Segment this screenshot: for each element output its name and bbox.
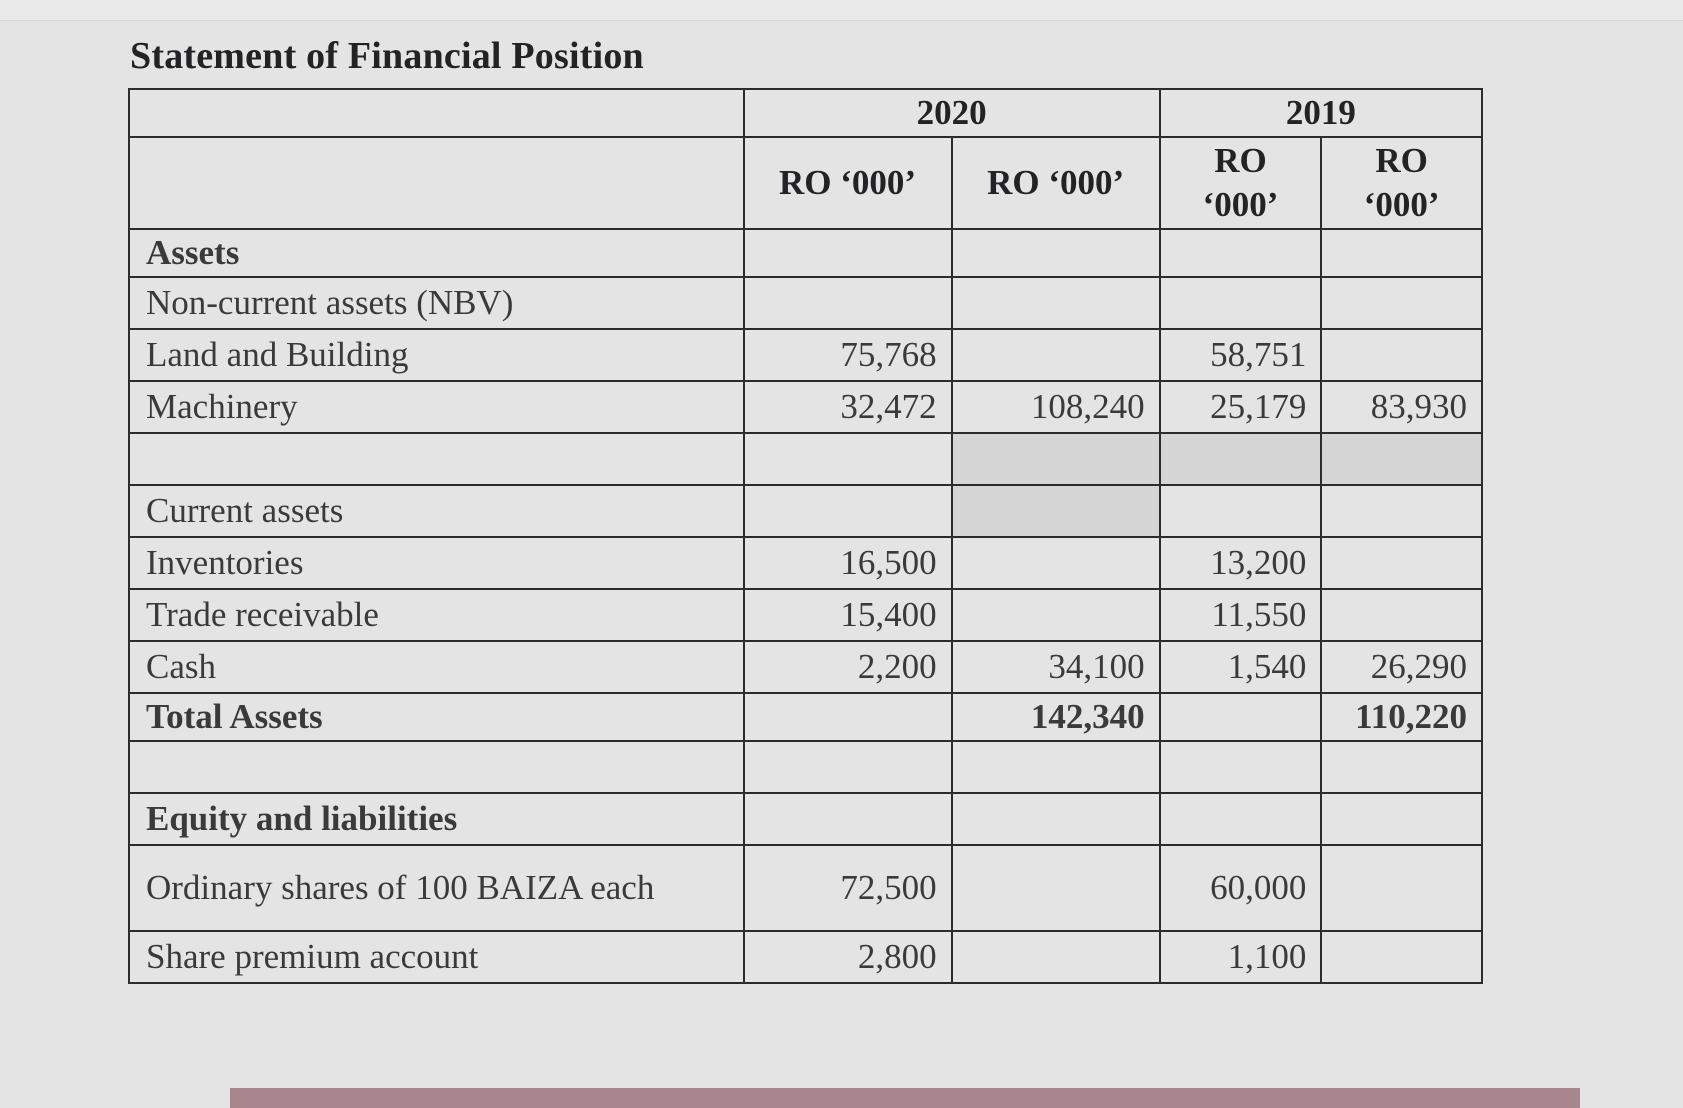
amount-cell [1321,229,1482,277]
unit-header-2019-b: RO ‘000’ [1321,137,1482,229]
amount-cell [744,229,952,277]
amount-cell [952,741,1160,793]
amount-cell [1160,741,1322,793]
amount-cell: 26,290 [1321,641,1482,693]
amount-cell [952,485,1160,537]
amount-cell: 1,100 [1160,931,1322,983]
amount-cell [1160,793,1322,845]
header-blank-cell [129,89,744,137]
amount-cell: 16,500 [744,537,952,589]
row-label: Machinery [129,381,744,433]
table-row [129,931,1482,983]
amount-cell [1160,229,1322,277]
table-row [129,485,1482,537]
unit-header-2020-b: RO ‘000’ [952,137,1160,229]
amount-cell [1321,329,1482,381]
amount-cell: 75,768 [744,329,952,381]
amount-cell: 1,540 [1160,641,1322,693]
amount-cell: 108,240 [952,381,1160,433]
row-label: Equity and liabilities [129,793,744,845]
amount-cell [1321,741,1482,793]
table-row [129,329,1482,381]
amount-cell [952,277,1160,329]
amount-cell [744,277,952,329]
amount-cell [744,433,952,485]
amount-cell: 13,200 [1160,537,1322,589]
row-label [129,433,744,485]
table-row [129,589,1482,641]
unit-header-2019-a: RO ‘000’ [1160,137,1322,229]
amount-cell [1321,931,1482,983]
amount-cell: 83,930 [1321,381,1482,433]
amount-cell: 60,000 [1160,845,1322,931]
amount-cell [1160,277,1322,329]
table-row [129,277,1482,329]
unit-header-2020-a: RO ‘000’ [744,137,952,229]
statement-rows [129,229,1482,983]
row-label: Total Assets [129,693,744,741]
header-blank-cell [129,137,744,229]
row-label: Inventories [129,537,744,589]
amount-cell [1160,693,1322,741]
amount-cell [1321,485,1482,537]
amount-cell: 72,500 [744,845,952,931]
statement-title: Statement of Financial Position [130,35,644,77]
row-label: Current assets [129,485,744,537]
table-row [129,229,1482,277]
amount-cell [1321,589,1482,641]
row-label: Land and Building [129,329,744,381]
amount-cell [1160,485,1322,537]
row-label: Cash [129,641,744,693]
table-row [129,793,1482,845]
amount-cell [952,931,1160,983]
row-label [129,741,744,793]
amount-cell [1160,433,1322,485]
table-row [129,381,1482,433]
table-row [129,845,1482,931]
page-bottom-bar [230,1088,1580,1108]
background-edge [0,0,1683,21]
year-2020-header: 2020 [744,89,1160,137]
amount-cell: 58,751 [1160,329,1322,381]
amount-cell [952,793,1160,845]
unit-header-row [129,137,1482,229]
amount-cell: 142,340 [952,693,1160,741]
table-row [129,693,1482,741]
table-row [129,433,1482,485]
year-header-row [129,89,1482,137]
table-row [129,641,1482,693]
row-label: Share premium account [129,931,744,983]
row-label: Assets [129,229,744,277]
amount-cell [1321,277,1482,329]
amount-cell [952,329,1160,381]
row-label: Ordinary shares of 100 BAIZA each [129,845,744,931]
amount-cell [952,537,1160,589]
row-label: Trade receivable [129,589,744,641]
amount-cell [1321,793,1482,845]
table-row [129,741,1482,793]
amount-cell: 32,472 [744,381,952,433]
amount-cell [744,741,952,793]
amount-cell [744,485,952,537]
statement-sheet [110,28,1530,1080]
amount-cell: 2,800 [744,931,952,983]
row-label: Non-current assets (NBV) [129,277,744,329]
amount-cell: 110,220 [1321,693,1482,741]
amount-cell [952,845,1160,931]
amount-cell [1321,537,1482,589]
amount-cell [1321,433,1482,485]
amount-cell: 11,550 [1160,589,1322,641]
amount-cell [744,693,952,741]
amount-cell [744,793,952,845]
amount-cell: 15,400 [744,589,952,641]
amount-cell: 34,100 [952,641,1160,693]
amount-cell [952,229,1160,277]
amount-cell: 2,200 [744,641,952,693]
amount-cell [952,433,1160,485]
amount-cell [952,589,1160,641]
amount-cell: 25,179 [1160,381,1322,433]
amount-cell [1321,845,1482,931]
year-2019-header: 2019 [1160,89,1482,137]
table-row [129,537,1482,589]
financial-position-table [128,88,1483,984]
